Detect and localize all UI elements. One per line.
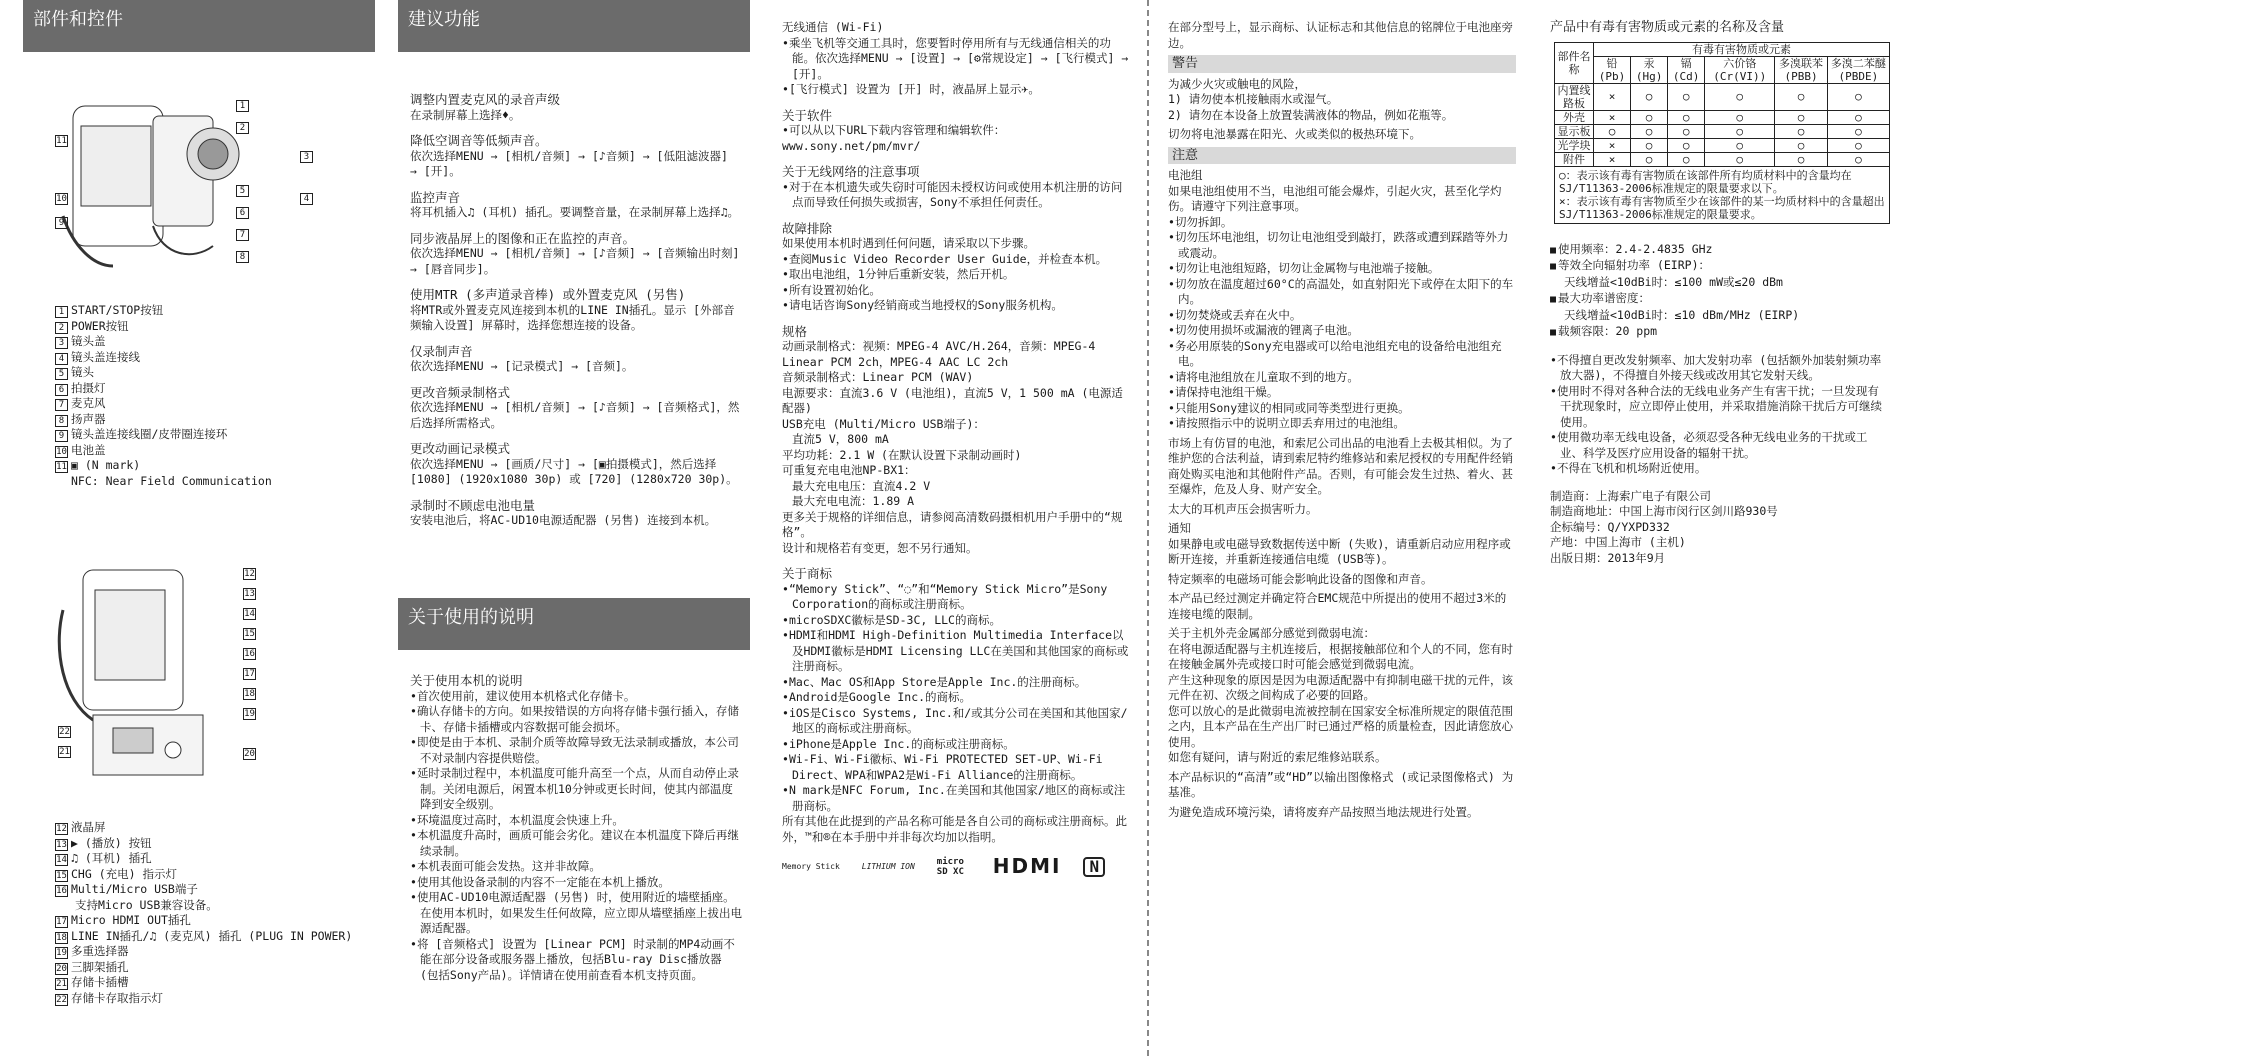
- callout-8: 8: [236, 251, 249, 263]
- part-item: 支持Micro USB兼容设备。: [75, 897, 218, 912]
- callout-16: 16: [244, 649, 255, 659]
- part-item: 6 拍摄灯: [55, 381, 272, 397]
- part-item: 18 LINE IN插孔/♫ (麦克风) 插孔 (PLUG IN POWER): [56, 928, 353, 943]
- table-row: 内置线路板 × ○ ○ ○ ○ ○: [1555, 83, 1890, 110]
- callout-6: 6: [236, 207, 249, 219]
- part-item: 13 ▶ (播放) 按钮: [56, 835, 152, 850]
- feature-section: 仅录制声音 依次选择MENU → [记录模式] → [音频]。: [410, 343, 634, 373]
- callouts-back-right: [243, 565, 259, 765]
- software-section: 关于软件 • 可以从以下URL下载内容管理和编辑软件： www.sony.net/pm/mvr/: [782, 108, 1132, 155]
- rf-rules: • 不得擅自更改发射频率、加大发射功率 (包括额外加装射频功率放大器)，不得擅自外接天线或改用其它发射天线。 • 使用时不得对各种合法的无线电业务产生有害干扰；一旦发现有干扰现象时，应立即停止使用，并采取措施消除干扰后方可继续使用。 • 使用微功率无线电设备，必须忍受各种无线电业务的干扰或工业、科学及医疗应用设备的辐射干扰。 • 不得在飞机和机场附近使用。: [1550, 353, 1890, 477]
- part-item: 21 存储卡插槽: [56, 975, 129, 989]
- usage-item: • 使用AC-UD10电源适配器 (另售) 时，使用附近的墙壁插座。在使用本机时，如果发生任何故障，应立即从墙壁插座上拔出电源适配器。: [410, 890, 742, 937]
- callout-9: 9: [55, 217, 68, 229]
- features-column: [398, 0, 750, 982]
- callouts-front-right: [300, 148, 316, 216]
- part-item: 7 麦克风: [55, 396, 272, 412]
- feature-section: 降低空调音等低频声音。 依次选择MENU → [相机/音频] → [♪音频] → [低阻滤波器] → [开]。: [410, 133, 728, 178]
- part-item: 20 三脚架插孔: [56, 959, 129, 974]
- trademark-section: 关于商标 • “Memory Stick”、“◌”和“Memory Stick Micro”是Sony Corporation的商标或注册商标。 • microSDXC徽标是SD-3C, LLC的商标。 • HDMI和HDMI High-Definition Multimedia Interface以及HDMI徽标是HDMI Licensing LLC在美国和其他国家的商标或注册商标。 • Mac、Mac OS和App Store是Apple Inc.的注册商标。 • Android是Google Inc.的商标。 • iOS是Cisco Systems, Inc.和/或其分公司在美国和其他国家/地区的商标或注册商标。 • iPhone是Apple Inc.的商标或注册商标。 • Wi-Fi、Wi-Fi徽标、Wi-Fi PROTECTED SET-UP、Wi-Fi Direct、WPA和WPA2是Wi-Fi Alliance的注册商标。 • N mark是NFC Forum, Inc.在美国和其他国家/地区的商标或注册商标。 所有其他在此提到的产品名称可能是各自公司的商标或注册商标。此外，™和®在本手册中并非每次均加以指明。: [782, 566, 1132, 845]
- table-row: 光学块 × ○ ○ ○ ○ ○: [1555, 138, 1890, 152]
- usage-item: • 确认存储卡的方向。如果按错误的方向将存储卡强行插入，存储卡、存储卡插槽或内容数据可能会损坏。: [410, 704, 742, 735]
- hdmi-logo: HDMI: [992, 854, 1062, 879]
- part-item: 12 液晶屏: [56, 820, 106, 834]
- part-item: 15 CHG (充电) 指示灯: [56, 866, 177, 881]
- part-item: 3 镜头盖: [55, 334, 272, 350]
- table-note-o: ○：表示该有毒有害物质在该部件所有均质材料中的含量均在SJ/T11363-2006标准规定的限量要求以下。: [1559, 168, 1852, 195]
- callouts-front: [236, 97, 256, 141]
- part-item: 19 多重选择器: [56, 944, 129, 958]
- part-item: 4 镜头盖连接线: [55, 350, 272, 366]
- usage-item: • 本机温度升高时，画质可能会劣化。建议在本机温度下降后再继续录制。: [410, 828, 742, 859]
- logo-row: [782, 854, 1132, 879]
- caution-heading: 注意: [1168, 147, 1516, 165]
- manufacturer-info: 制造商：上海索广电子有限公司 制造商地址：中国上海市闵行区剑川路930号 企标编号：Q/YXPD332 产地：中国上海市 (主机) 出版日期：2013年9月: [1550, 488, 1778, 565]
- wlan-section: 关于无线网络的注意事项 • 对于在本机遗失或失窃时可能因未授权访问或使用本机注册的访问点而导致任何损失或损害，Sony不承担任何责任。: [782, 164, 1132, 211]
- compliance-column: [1550, 20, 1890, 566]
- feature-section: 录制时不顾虑电池电量 安装电池后，将AC-UD10电源适配器 (另售) 连接到本机。: [410, 497, 717, 527]
- part-item: 2 POWER按钮: [55, 319, 272, 335]
- part-item: 8 扬声器: [55, 412, 272, 428]
- usage-notes: 关于使用本机的说明 • 首次使用前，建议使用本机格式化存储卡。 • 确认存储卡的方向。如果按错误的方向将存储卡强行插入，存储卡、存储卡插槽或内容数据可能会损坏。 • 即使是由于本机、录制介质等故障导致无法录制或播放，本公司不对录制内容提供赔偿。 • 延时录制过程中，本机温度可能升高至一个点，从而自动停止录制。关闭电源后，闲置本机10分钟或更长时间，使其内部温度降到安全级别。 • 环境温度过高时，本机温度会快速上升。 • 本机温度升高时，画质可能会劣化。建议在本机温度下降后再继续录制。 • 本机表面可能会发热。这并非故障。 • 使用其他设备录制的内容不一定能在本机上播放。 • 使用AC-UD10电源适配器 (另售) 时，使用附近的墙壁插座。在使用本机时，如果发生任何故障，应立即从墙壁插座上拔出电源适配器。 • 将 [音频格式] 设置为 [Linear PCM] 时录制的MP4动画不能在部分设备或服务器上播放，包括Blu-ray Disc播放器 (包括Sony产品)。详情请在使用前查看本机支持页面。: [410, 673, 742, 983]
- callout-18: 18: [244, 689, 255, 699]
- software-url: www.sony.net/pm/mvr/: [782, 138, 921, 153]
- callout-17: 17: [244, 669, 255, 679]
- usage-item: • 环境温度过高时，本机温度会快速上升。: [410, 813, 742, 829]
- callouts-back-left: [58, 723, 74, 763]
- usage-item: • 将 [音频格式] 设置为 [Linear PCM] 时录制的MP4动画不能在部分设备或服务器上播放，包括Blu-ray Disc播放器 (包括Sony产品)。详情请在使用前查看本机支持页面。: [410, 937, 742, 984]
- table-note-x: ×：表示该有毒有害物质至少在该部件的某一均质材料中的含量超出SJ/T11363-2006标准规定的限量要求。: [1559, 194, 1885, 221]
- safety-column: 在部分型号上，显示商标、认证标志和其他信息的铭牌位于电池座旁边。 警告 为减少火灾或触电的风险， 1) 请勿使本机接触雨水或湿气。 2) 请勿在本设备上放置装满液体的物品，例如花瓶等。 切勿将电池暴露在阳光、火或类似的极热环境下。 注意 电池组 如果电池组使用不当，电池组可能会爆炸，引起火灾，甚至化学灼伤。请遵守下列注意事项。 • 切勿拆卸。 • 切勿压坏电池组，切勿让电池组受到敲打，跌落或遭到踩踏等外力或震动。 • 切勿让电池组短路，切勿让金属物与电池端子接触。 • 切勿放在温度超过60°C的高温处，如直射阳光下或停在太阳下的车内。 • 切勿焚烧或丢弃在火中。 • 切勿使用损坏或漏液的锂离子电池。 • 务必用原装的Sony充电器或可以给电池组充电的设备给电池组充电。 • 请将电池组放在儿童取不到的地方。 • 请保持电池组干燥。 • 只能用Sony建议的相同或同等类型进行更换。 • 请按照指示中的说明立即丢弃用过的电池组。 市场上有仿冒的电池，和索尼公司出品的电池看上去极其相似。为了维护您的合法利益，请到索尼特约维修站和索尼授权的专用配件经销商处购买电池和其他附件产品。否则，有可能会发生过热、着火、甚至爆炸，危及人身、财产安全。 太大的耳机声压会损害听力。 通知 如果静电或电磁导致数据传送中断 (失败)，请重新启动应用程序或断开连接，并重新连接通信电缆 (USB等)。 特定频率的电磁场可能会影响此设备的图像和声音。 本产品已经过测定并确定符合EMC规范中所提出的使用不超过3米的连接电缆的限制。 关于主机外壳金属部分感觉到微弱电流： 在将电源适配器与主机连接后，根据接触部位和个人的不同，您有时在接触金属外壳或接口时可能会感觉到微弱电流。 产生这种现象的原因是因为电源适配器中有抑制电磁干扰的元件，该元件在初、次级之间构成了必要的回路。 您可以放心的是此微弱电流被控制在国家安全标准所规定的限值范围之内，且本产品在生产出厂时已通过严格的质量检查，因此请您放心使用。 如您有疑问，请与附近的索尼维修站联系。 本产品标识的“高清”或“HD”以输出图像格式 (或记录图像格式) 为基准。 为避免造成环境污染，请将废弃产品按照当地法规进行处置。: [1168, 20, 1516, 820]
- callout-20: 20: [244, 749, 255, 759]
- feature-section: 同步液晶屏上的图像和正在监控的声音。 依次选择MENU → [相机/音频] → [♪音频] → [音频输出时刻] → [唇音同步]。: [410, 230, 740, 276]
- callout-3: 3: [300, 151, 313, 163]
- spec-section: 规格 动画录制格式：视频：MPEG-4 AVC/H.264，音频：MPEG-4 Linear PCM 2ch，MPEG-4 AAC LC 2ch 音频录制格式：Linear PCM (WAV) 电源要求：直流3.6 V (电池组)，直流5 V，1 500 mA (电源适配器) USB充电 (Multi/Micro USB端子)： 直流5 V，800 mA 平均功耗：2.1 W (在默认设置下录制动画时) 可重复充电电池NP-BX1： 最大充电电压：直流4.2 V 最大充电电流：1.89 A 更多关于规格的详细信息，请参阅高清数码摄相机用户手册中的“规格”。 设计和规格若有变更，恕不另行通知。: [782, 323, 1123, 555]
- hazard-table: 部件名称 有毒有害物质或元素 铅 (Pb) 汞 (Hg) 镉 (Cd) 六价铬 (Cr(VI)) 多溴联苯 (PBB) 多溴二苯醚 (PBDE) 内置线路板 × ○ ○ ○ ○ ○ 外壳 × ○ ○ ○ ○ ○ 显示板 ○ ○ ○ ○ ○ ○ 光学块 × ○ ○ ○ ○ ○ 附件 × ○ ○ ○ ○ ○ ○：表示该有毒有害物质在该部件所有均质材料中的含量均在SJ/T11363-2006标准规定的限量要求以下。 ×：表示该有毒有害物质至少在该部件的某一均质材料中的含量超出SJ/T11363-2006标准规定的限量要求。: [1554, 42, 1890, 224]
- feature-section: 更改音频录制格式 依次选择MENU → [相机/音频] → [♪音频] → [音频格式]，然后选择所需格式。: [410, 384, 740, 430]
- usage-header: 关于使用的说明: [398, 598, 750, 650]
- microsdxc-logo: micro SD XC: [936, 857, 964, 877]
- usage-item: • 使用其他设备录制的内容不一定能在本机上播放。: [410, 875, 742, 891]
- usage-item: • 延时录制过程中，本机温度可能升高至一个点，从而自动停止录制。关闭电源后，闲置本机10分钟或更长时间，使其内部温度降到安全级别。: [410, 766, 742, 813]
- callouts-front-left: [55, 132, 71, 236]
- callout-21: 21: [59, 747, 70, 757]
- part-item: 16 Multi/Micro USB端子: [56, 882, 198, 896]
- callout-15: 15: [244, 629, 255, 639]
- callout-2: 2: [236, 122, 249, 134]
- part-item: 17 Micro HDMI OUT插孔: [56, 913, 191, 927]
- feature-section: 使用MTR (多声道录音棒) 或外置麦克风 (另售) 将MTR或外置麦克风连接到本机的LINE IN插孔。显示 [外部音频输入设置] 屏幕时，选择您想连接的设备。: [410, 287, 735, 332]
- n-mark-logo: N: [1083, 857, 1105, 877]
- usage-item: • 首次使用前，建议使用本机格式化存储卡。: [410, 689, 742, 705]
- usage-item: • 本机表面可能会发热。这并非故障。: [410, 859, 742, 875]
- part-item: 9 镜头盖连接线圈/皮带圈连接环: [55, 427, 272, 443]
- part-item: 10 电池盖: [56, 442, 106, 457]
- callout-1: 1: [236, 100, 249, 112]
- nfc-note: NFC: Near Field Communication: [71, 473, 272, 488]
- part-item: 1 START/STOP按钮: [55, 303, 272, 319]
- callout-12: 12: [244, 569, 255, 579]
- callout-5: 5: [236, 185, 249, 197]
- rf-specs: ■ 使用频率：2.4-2.4835 GHz ■ 等效全向辐射功率 (EIRP)： 天线增益<10dBi时：≤100 mW或≤20 dBm ■ 最大功率谱密度： 天线增益<10dBi时：≤10 dBm/MHz (EIRP) ■ 载频容限：20 ppm: [1550, 242, 1890, 341]
- wifi-section: 无线通信 (Wi-Fi) • 乘坐飞机等交通工具时，您要暂时停用所有与无线通信相关的功能。依次选择MENU → [设置] → [⚙常规设定] → [飞行模式] → [开]。 • [飞行模式] 设置为 [开] 时，液晶屏上显示✈。: [782, 20, 1132, 98]
- parts-list-b: [55, 820, 352, 1006]
- callout-11: 11: [56, 136, 67, 146]
- part-item: 5 镜头: [55, 365, 272, 381]
- callout-10: 10: [56, 194, 67, 204]
- warning-heading: 警告: [1168, 55, 1516, 73]
- lithium-ion-logo: LITHIUM ION: [861, 862, 915, 872]
- feature-section: 监控声音 将耳机插入♫ (耳机) 插孔。要调整音量，在录制屏幕上选择♫。: [410, 189, 740, 219]
- callout-14: 14: [244, 609, 255, 619]
- callout-13: 13: [244, 589, 255, 599]
- parts-header: 部件和控件: [23, 0, 375, 52]
- memory-stick-logo: Memory Stick: [782, 862, 840, 872]
- part-item: 11 ▣ (N mark): [56, 458, 141, 472]
- parts-list-a: [55, 303, 272, 489]
- table-row: 外壳 × ○ ○ ○ ○ ○: [1555, 110, 1890, 124]
- callout-7: 7: [236, 229, 249, 241]
- parts-column: [23, 0, 375, 1005]
- info-column: [782, 20, 1132, 877]
- callout-4: 4: [300, 193, 313, 205]
- feature-section: 调整内置麦克风的录音声级 在录制屏幕上选择♦。: [410, 92, 561, 122]
- part-item: 14 ♫ (耳机) 插孔: [56, 851, 152, 865]
- callout-19: 19: [244, 709, 255, 719]
- hazard-table-title: 产品中有毒有害物质或元素的名称及含量: [1550, 20, 1785, 35]
- part-item: 22 存储卡存取指示灯: [56, 990, 163, 1005]
- device-diagram-back: [53, 550, 253, 800]
- fold-divider: [1147, 0, 1149, 1059]
- callout-22: 22: [59, 727, 70, 737]
- table-row: 显示板 ○ ○ ○ ○ ○ ○: [1555, 124, 1890, 138]
- troubleshoot-section: 故障排除 如果使用本机时遇到任何问题，请采取以下步骤。 • 查阅Music Video Recorder User Guide，并检查本机。 • 取出电池组，1分钟后重新安装，然后开机。 • 所有设置初始化。 • 请电话咨询Sony经销商或当地授权的Sony服务机构。: [782, 221, 1132, 314]
- device-diagram-front: [53, 86, 253, 276]
- usage-item: • 即使是由于本机、录制介质等故障导致无法录制或播放，本公司不对录制内容提供赔偿。: [410, 735, 742, 766]
- callouts-front-mid: [236, 182, 252, 270]
- table-row: 附件 × ○ ○ ○ ○ ○: [1555, 152, 1890, 166]
- features-header: 建议功能: [398, 0, 750, 52]
- feature-section: 更改动画记录模式 依次选择MENU → [画质/尺寸] → [▣拍摄模式]，然后选择 [1080] (1920x1080 30p) 或 [720] (1280x720 30p)。: [410, 441, 738, 486]
